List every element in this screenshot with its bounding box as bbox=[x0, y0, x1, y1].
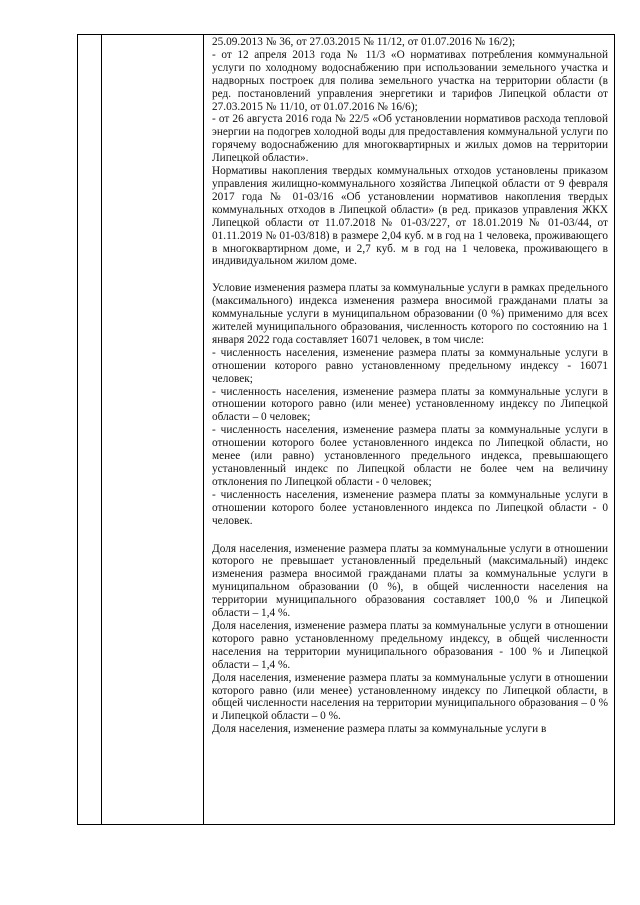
text-paragraph: - численность населения, изменение размера платы за коммунальные услуги в отношении которого более установленного индекса по Липецкой области, но менее (или равно) установленного предельного индекса, превышающего установленный индекс по Липецкой области не более чем на величину отклонения по Липецкой области - 0 человек; bbox=[212, 424, 608, 488]
column-divider bbox=[203, 35, 204, 824]
text-paragraph: - от 12 апреля 2013 года № 11/3 «О нормативах потребления коммунальной услуги по холодному водоснабжению при использовании земельного участка и надворных построек для полива земельного участка на территории области (в ред. постановлений управления энергетики и тарифов Липецкой области от 27.03.2015 № 11/10, от 01.07.2016 № 16/6); bbox=[212, 48, 608, 113]
text-paragraph: Нормативы накопления твердых коммунальных отходов установлены приказом управления жилищно-коммунального хозяйства Липецкой области от 9 февраля 2017 года № 01-03/16 «Об установлении нормативов накопления твердых коммунальных отходов в Липецкой области» (в ред. приказов управления ЖКХ Липецкой области от 11.07.2018 № 01-03/227, от 18.01.2019 № 01-03/44, от 01.11.2019 № 01-03/818) в размере 2,04 куб. м в год на 1 человека, проживающего в многоквартирном доме, и 2,7 куб. м в год на 1 человека, проживающего в индивидуальном жилом доме. bbox=[212, 165, 608, 268]
text-paragraph: - численность населения, изменение размера платы за коммунальные услуги в отношении которого равно установленному предельному индексу - 16071 человек; bbox=[212, 346, 608, 385]
document-table bbox=[77, 34, 615, 825]
column-divider bbox=[614, 35, 615, 824]
text-paragraph: - численность населения, изменение размера платы за коммунальные услуги в отношении которого равно (или менее) установленному индексу по Липецкой области – 0 человек; bbox=[212, 385, 608, 424]
column-divider bbox=[101, 35, 102, 824]
text-paragraph: Доля населения, изменение размера платы за коммунальные услуги в отношении которого равно установленному предельному индексу, в общей численности населения на территории муниципального образования - 100 % и Липецкой области – 1,4 %. bbox=[212, 619, 608, 671]
document-text-cell bbox=[212, 36, 608, 736]
text-paragraph: Условие изменения размера платы за коммунальные услуги в рамках предельного (максимального) индекса изменения размера вносимой гражданами платы за коммунальные услуги в муниципальном образовании (0 %) применимо для всех жителей муниципального образования, численность которого по состоянию на 1 января 2022 года составляет 16071 человек, в том числе: bbox=[212, 282, 608, 346]
text-paragraph: - численность населения, изменение размера платы за коммунальные услуги в отношении которого более установленного индекса по Липецкой области - 0 человек. bbox=[212, 488, 608, 527]
text-paragraph: Доля населения, изменение размера платы за коммунальные услуги в bbox=[212, 723, 547, 736]
text-paragraph: 25.09.2013 № 36, от 27.03.2015 № 11/12, от 01.07.2016 № 16/2); bbox=[212, 36, 516, 48]
text-paragraph: Доля населения, изменение размера платы за коммунальные услуги в отношении которого равно (или менее) установленному индексу по Липецкой области, в общей численности населения на территории муниципального образования – 0 % и Липецкой области – 0 %. bbox=[212, 671, 608, 723]
text-paragraph: Доля населения, изменение размера платы за коммунальные услуги в отношении которого не превышает установленный предельный (максимальный) индекс изменения размера вносимой гражданами платы за коммунальные услуги в муниципальном образовании (0 %), в общей численности населения на территории муниципального образования составляет 100,0 % и Липецкой области – 1,4 %. bbox=[212, 542, 608, 620]
text-paragraph: - от 26 августа 2016 года № 22/5 «Об установлении нормативов расхода тепловой энергии на подогрев холодной воды для предоставления коммунальной услуги по горячему водоснабжению для многоквартирных и жилых домов на территории Липецкой области». bbox=[212, 113, 608, 165]
